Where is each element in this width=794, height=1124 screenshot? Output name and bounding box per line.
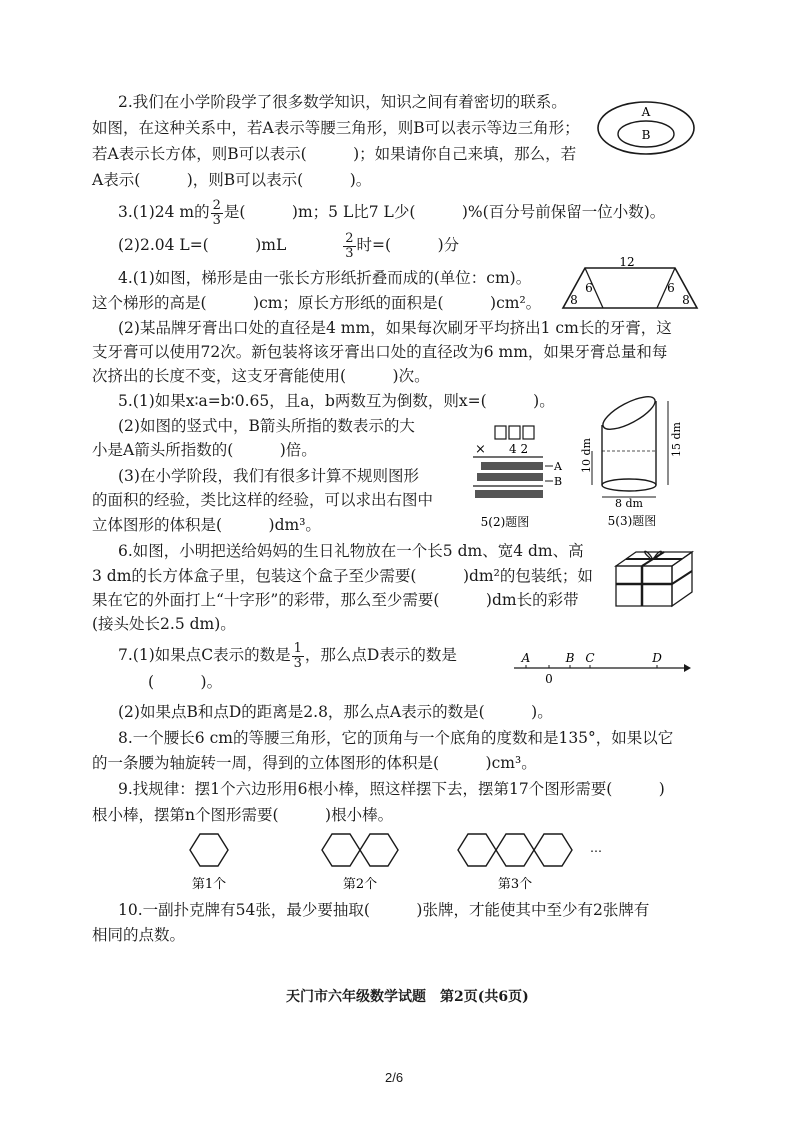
q5-line-1: 5.(1)如果x∶a=b∶0.65，且a，b两数互为倒数，则x=( )。 bbox=[118, 392, 555, 410]
q2-line-4: A表示( )，则B可以表示( )。 bbox=[92, 171, 372, 189]
q3-line-1 bbox=[118, 197, 665, 228]
point-d-label: D bbox=[652, 651, 662, 665]
q6-line-3: 果在它的外面打上“十字形”的彩带，那么至少需要( )dm长的彩带 bbox=[92, 591, 579, 609]
q3-frac1-num: 2 bbox=[212, 197, 221, 213]
q4-line-1: 4.(1)如图，梯形是由一张长方形纸折叠而成的(单位：cm)。 bbox=[118, 269, 532, 287]
q6-line-4: (接头处长2.5 dm)。 bbox=[92, 615, 236, 633]
q3-frac2-num: 2 bbox=[345, 230, 354, 246]
q4-line-3: (2)某品牌牙膏出口处的直径是4 mm，如果每次刷牙平均挤出1 cm长的牙膏，这 bbox=[118, 319, 672, 337]
q7-line-3: (2)如果点B和点D的距离是2.8，那么点A表示的数是( )。 bbox=[118, 703, 553, 721]
q2-line-1: 2.我们在小学阶段学了很多数学知识，知识之间有着密切的联系。 bbox=[118, 93, 567, 111]
q3-part-3: (2)2.04 L=( )mL bbox=[118, 236, 287, 254]
vertical-multiplication-figure bbox=[465, 420, 565, 532]
q3-frac1-den: 3 bbox=[212, 212, 221, 228]
point-a-label: A bbox=[521, 651, 531, 665]
trap-right-6-label: 6 bbox=[667, 281, 675, 295]
q3-line-2 bbox=[118, 230, 459, 261]
q3-fraction-2 bbox=[343, 232, 355, 261]
q3-part-4: 时=( )分 bbox=[356, 236, 460, 254]
cut-cylinder-figure bbox=[582, 383, 692, 533]
q3-fraction-1 bbox=[211, 199, 223, 228]
page-number: 2/6 bbox=[385, 1070, 404, 1085]
fig-5-2-caption: 5(2)题图 bbox=[480, 515, 530, 529]
q2-line-2: 如图，在这种关系中，若A表示等腰三角形，则B可以表示等边三角形； bbox=[92, 119, 580, 137]
q7-line-2: ( )。 bbox=[148, 673, 223, 691]
venn-diagram bbox=[594, 98, 698, 158]
q5-line-6: 立体图形的体积是( )dm³。 bbox=[92, 516, 321, 534]
q6-line-1: 6.如图，小明把送给妈妈的生日礼物放在一个长5 dm、宽4 dm、高 bbox=[118, 542, 584, 560]
times-sign: × bbox=[475, 442, 486, 457]
q3-part-1: 3.(1)24 m的 bbox=[118, 203, 210, 221]
q8-line-1: 8.一个腰长6 cm的等腰三角形，它的顶角与一个底角的度数和是135°，如果以它 bbox=[118, 729, 674, 747]
pattern-caption-1: 第1个 bbox=[191, 877, 227, 892]
q3-part-2: 是( )m；5 L比7 L少( )%(百分号前保留一位小数)。 bbox=[223, 203, 666, 221]
q9-line-1: 9.找规律：摆1个六边形用6根小棒，照这样摆下去，摆第17个图形需要( ) bbox=[118, 780, 665, 798]
q7-part-1: 7.(1)如果点C表示的数是 bbox=[118, 646, 291, 664]
folded-trapezoid-figure bbox=[555, 254, 705, 316]
q9-line-2: 根小棒，摆第n个图形需要( )根小棒。 bbox=[92, 806, 394, 824]
cyl-height-15-label: 15 dm bbox=[670, 422, 683, 457]
cyl-diameter-label: 8 dm bbox=[615, 497, 643, 510]
q5-line-3: 小是A箭头所指数的( )倍。 bbox=[92, 441, 317, 459]
venn-label-b: B bbox=[641, 128, 651, 142]
trap-left-6-label: 6 bbox=[585, 281, 593, 295]
venn-label-a: A bbox=[641, 105, 651, 119]
q10-line-1: 10.一副扑克牌有54张，最少要抽取( )张牌，才能使其中至少有2张牌有 bbox=[118, 901, 650, 919]
q7-fraction bbox=[292, 642, 304, 671]
q7-frac-den: 3 bbox=[293, 655, 302, 671]
arrow-a-label: A bbox=[554, 460, 562, 473]
multiplier-digits: 4 2 bbox=[509, 442, 529, 456]
point-c-label: C bbox=[585, 651, 595, 665]
q8-line-2: 的一条腰为轴旋转一周，得到的立体图形的体积是( )cm³。 bbox=[92, 754, 537, 772]
gift-box-figure bbox=[612, 544, 698, 610]
trap-left-8-label: 8 bbox=[570, 293, 578, 307]
q10-line-2: 相同的点数。 bbox=[92, 926, 186, 944]
cyl-height-10-label: 10 dm bbox=[580, 438, 593, 473]
hexagon-pattern-figure bbox=[180, 828, 620, 896]
point-b-label: B bbox=[565, 651, 575, 665]
pattern-continuation-dots: … bbox=[590, 841, 602, 855]
q4-line-5: 次挤出的长度不变，这支牙膏能使用( )次。 bbox=[92, 367, 430, 385]
fig-5-3-caption: 5(3)题图 bbox=[607, 514, 657, 528]
q5-line-4: (3)在小学阶段，我们有很多计算不规则图形 bbox=[118, 467, 419, 485]
q6-line-2: 3 dm的长方体盒子里，包装这个盒子至少需要( )dm²的包装纸；如 bbox=[92, 567, 593, 585]
q7-frac-num: 1 bbox=[293, 640, 302, 656]
pattern-caption-3: 第3个 bbox=[497, 877, 533, 892]
trap-top-label: 12 bbox=[619, 255, 635, 269]
pattern-caption-2: 第2个 bbox=[342, 877, 378, 892]
arrow-b-label: B bbox=[554, 475, 563, 488]
q4-line-2: 这个梯形的高是( )cm；原长方形纸的面积是( )cm²。 bbox=[92, 294, 542, 312]
number-line-figure bbox=[512, 648, 692, 688]
q2-line-3: 若A表示长方体，则B可以表示( )；如果请你自己来填，那么，若 bbox=[92, 145, 577, 163]
q7-line-1 bbox=[118, 640, 457, 671]
zero-label: 0 bbox=[545, 672, 553, 686]
q3-frac2-den: 3 bbox=[345, 245, 354, 261]
q5-line-5: 的面积的经验，类比这样的经验，可以求出右图中 bbox=[92, 491, 434, 509]
page-footer: 天门市六年级数学试题 第2页(共6页) bbox=[286, 989, 529, 1005]
q5-line-2: (2)如图的竖式中，B箭头所指的数表示的大 bbox=[118, 417, 415, 435]
trap-right-8-label: 8 bbox=[682, 293, 690, 307]
q7-part-2: ，那么点D表示的数是 bbox=[304, 646, 457, 664]
q4-line-4: 支牙膏可以使用72次。新包装将该牙膏出口处的直径改为6 mm，如果牙膏总量和每 bbox=[92, 343, 668, 361]
